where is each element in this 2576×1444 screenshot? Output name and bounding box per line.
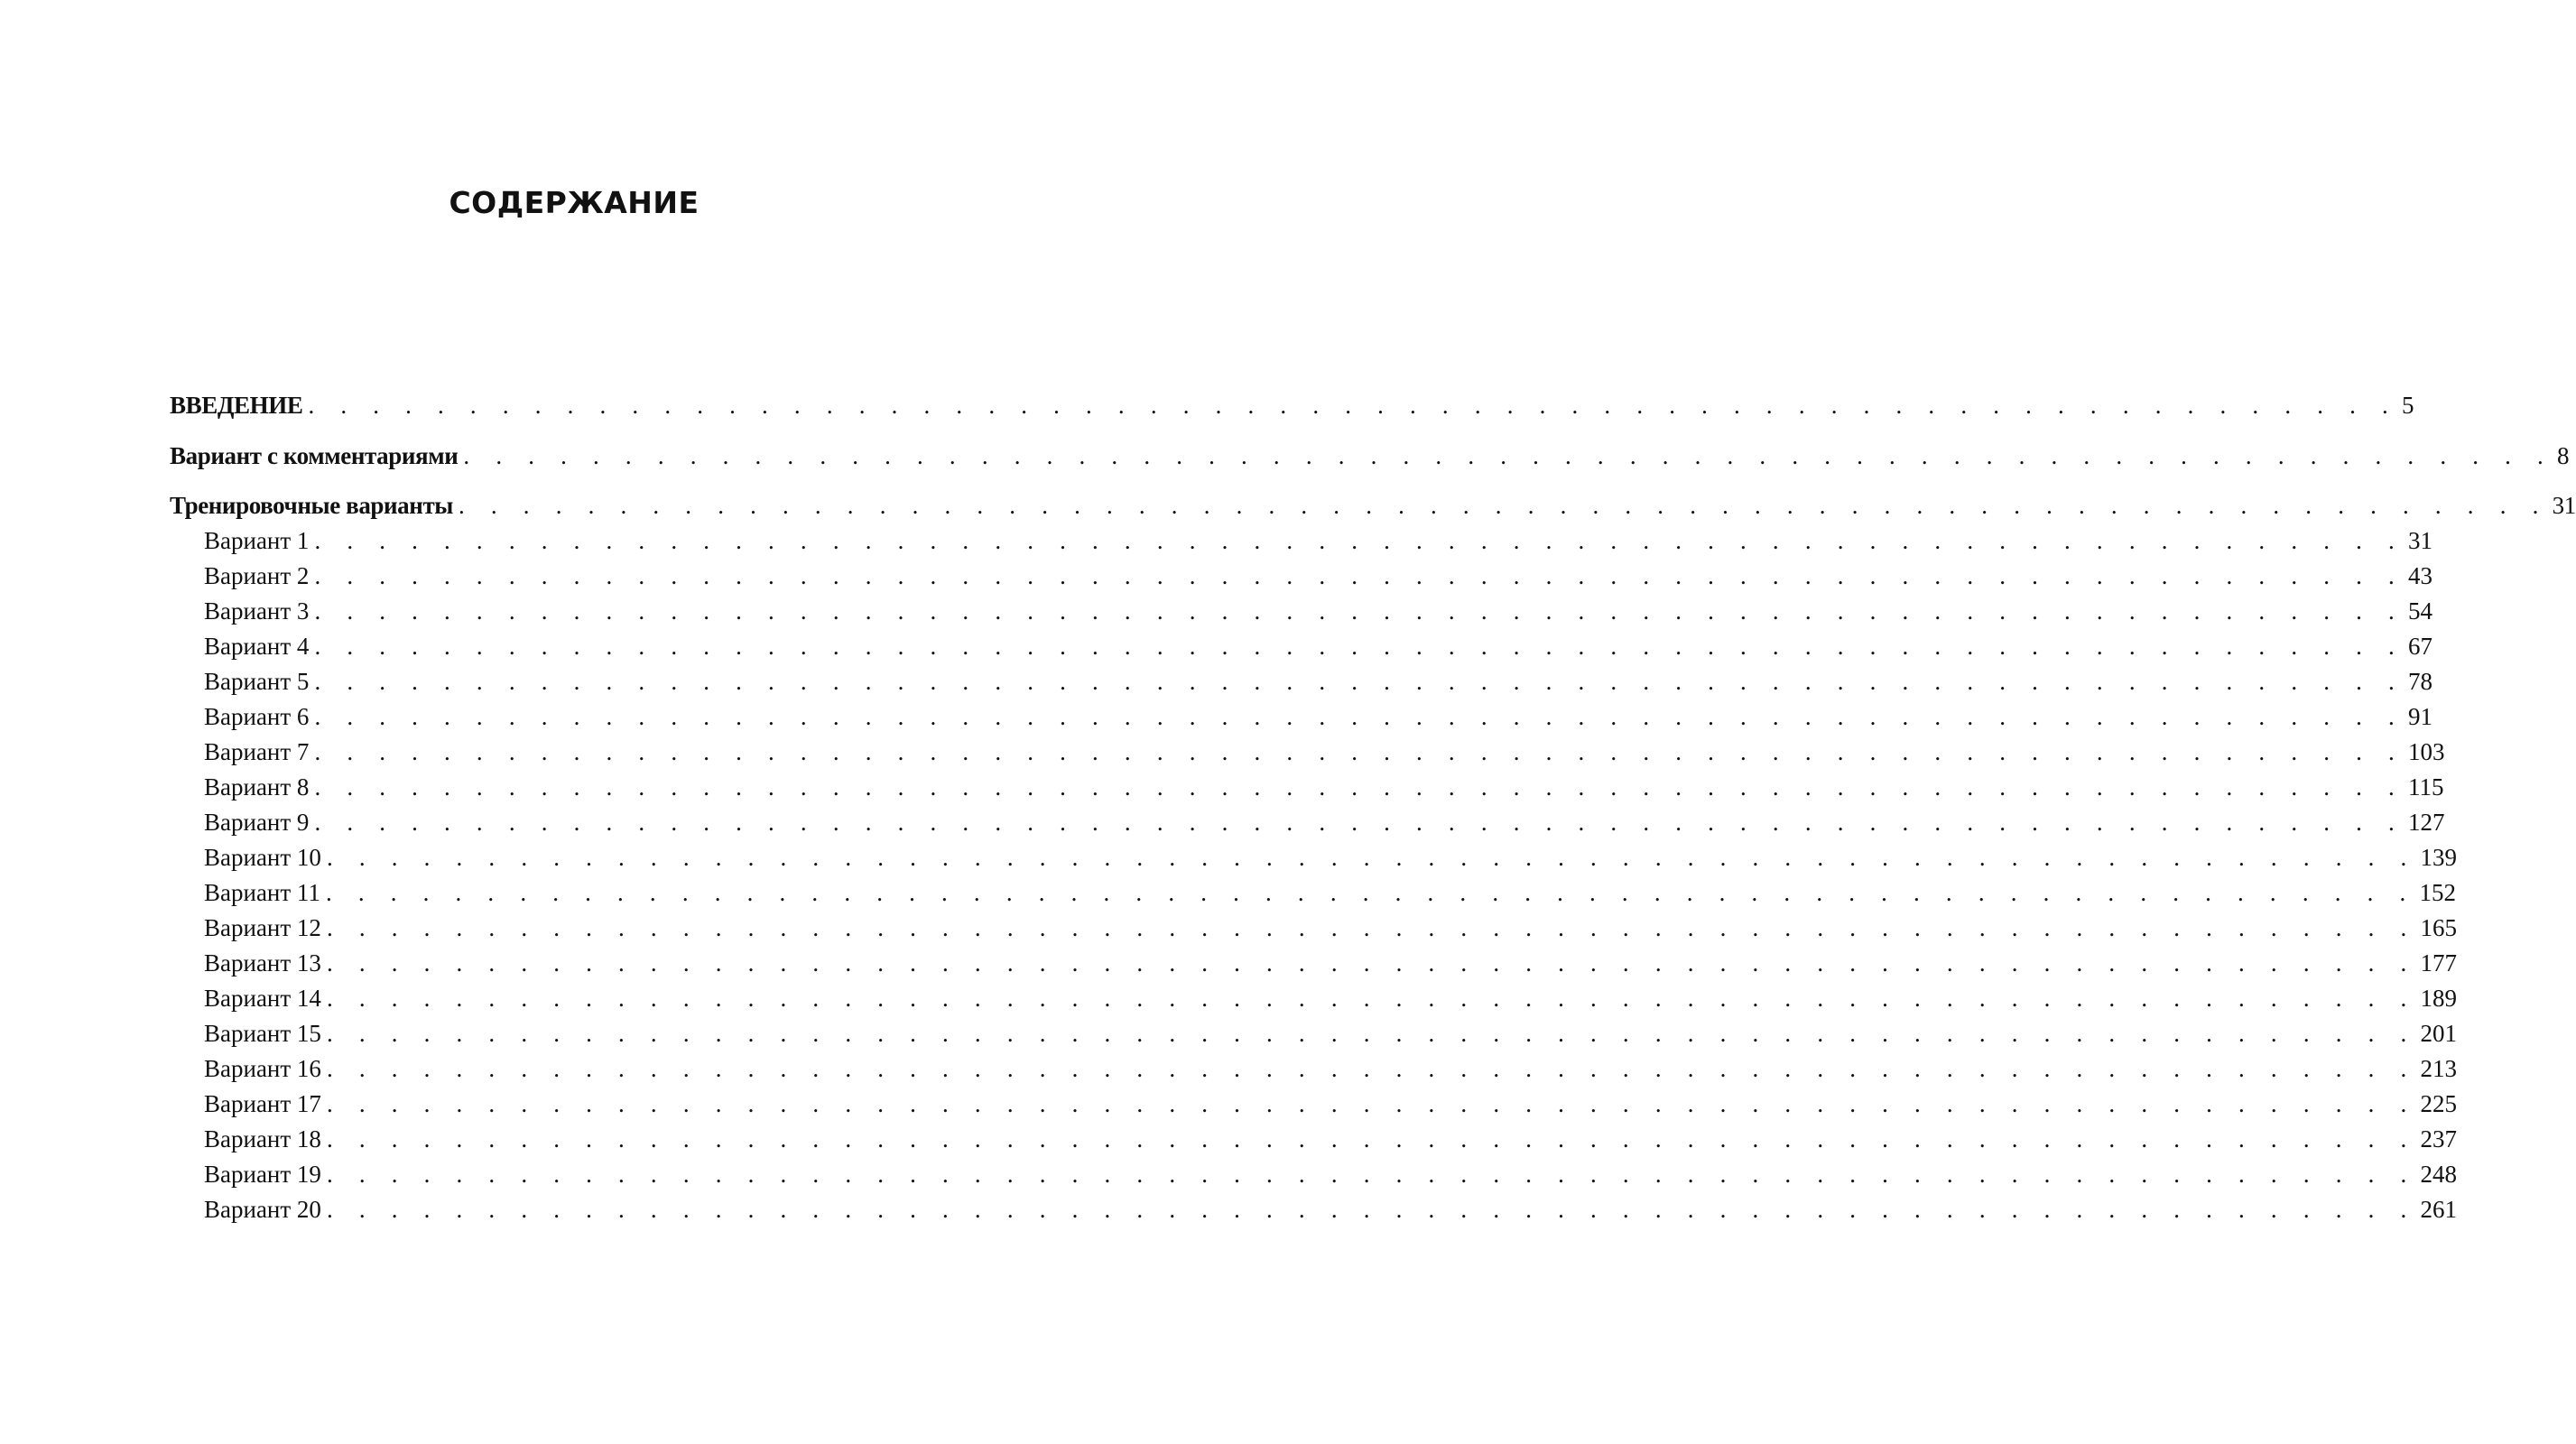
toc-entry-label: Вариант 6 <box>204 703 310 730</box>
dot-leader: . . . . . . . . . . . . . . . . . . . . . . . . . . . . . . . . . . . . . . . . . . . . . . . . . . . . . . . . . . . . . . . . . <box>326 914 2417 941</box>
toc-entry-page: 127 <box>2408 809 2445 836</box>
dot-leader: . . . . . . . . . . . . . . . . . . . . . . . . . . . . . . . . . . . . . . . . . . . . . . . . . . . . . . . . . . . . . . . . . <box>326 1055 2417 1082</box>
toc-entry-page: 91 <box>2408 703 2432 730</box>
toc-subentry[interactable] <box>204 560 2432 592</box>
dot-leader: . . . . . . . . . . . . . . . . . . . . . . . . . . . . . . . . . . . . . . . . . . . . . . . . . . . . . . . . . . . . . . . . . <box>314 703 2405 730</box>
toc-entry-page: 237 <box>2420 1125 2457 1152</box>
toc-entry-label: Вариант с комментариями <box>170 442 459 469</box>
dot-leader: . . . . . . . . . . . . . . . . . . . . . . . . . . . . . . . . . . . . . . . . . . . . . . . . . . . . . . . . . . . . . . . . . <box>463 442 2553 469</box>
toc-subentry[interactable] <box>204 771 2444 803</box>
toc-entry[interactable] <box>170 440 2570 472</box>
toc-entry-page: 152 <box>2419 879 2456 906</box>
toc-entry-label: Вариант 16 <box>204 1055 321 1082</box>
dot-leader: . . . . . . . . . . . . . . . . . . . . . . . . . . . . . . . . . . . . . . . . . . . . . . . . . . . . . . . . . . . . . . . . . <box>326 985 2417 1012</box>
toc-entry-page: 213 <box>2420 1055 2457 1082</box>
toc-subentry[interactable] <box>204 630 2432 662</box>
dot-leader: . . . . . . . . . . . . . . . . . . . . . . . . . . . . . . . . . . . . . . . . . . . . . . . . . . . . . . . . . . . . . . . . . <box>326 844 2417 871</box>
toc-entry-page: 115 <box>2408 773 2444 801</box>
toc-entry-label: Вариант 9 <box>204 809 310 836</box>
toc-entry-page: 139 <box>2420 844 2457 871</box>
toc-entry-label: Вариант 3 <box>204 597 310 625</box>
toc-entry[interactable] <box>170 489 2576 522</box>
toc-subentry[interactable] <box>204 595 2432 627</box>
dot-leader: . . . . . . . . . . . . . . . . . . . . . . . . . . . . . . . . . . . . . . . . . . . . . . . . . . . . . . . . . . . . . . . . . <box>326 1196 2417 1223</box>
toc-subentry[interactable] <box>204 912 2457 944</box>
toc-subentry[interactable] <box>204 1158 2457 1190</box>
toc-entry-page: 54 <box>2408 597 2432 625</box>
toc-subentry[interactable] <box>204 1193 2457 1226</box>
toc-entry-label: Вариант 5 <box>204 668 310 695</box>
toc-entry-label: Вариант 8 <box>204 773 310 801</box>
dot-leader: . . . . . . . . . . . . . . . . . . . . . . . . . . . . . . . . . . . . . . . . . . . . . . . . . . . . . . . . . . . . . . . . . <box>314 668 2405 695</box>
dot-leader: . . . . . . . . . . . . . . . . . . . . . . . . . . . . . . . . . . . . . . . . . . . . . . . . . . . . . . . . . . . . . . . . . <box>326 1020 2417 1047</box>
toc-subentry[interactable] <box>204 1088 2457 1120</box>
toc-entry-label: Вариант 12 <box>204 914 321 941</box>
toc-entry-label: Вариант 2 <box>204 562 310 589</box>
toc-entry[interactable] <box>170 389 2414 421</box>
toc-entry-page: 201 <box>2420 1020 2457 1047</box>
toc-entry-page: 5 <box>2402 392 2414 419</box>
toc-entry-page: 67 <box>2408 633 2432 660</box>
toc-entry-label: Вариант 7 <box>204 738 310 765</box>
dot-leader: . . . . . . . . . . . . . . . . . . . . . . . . . . . . . . . . . . . . . . . . . . . . . . . . . . . . . . . . . . . . . . . . . <box>326 1090 2417 1117</box>
toc-subentry[interactable] <box>204 947 2457 979</box>
toc-subentry[interactable] <box>204 841 2457 874</box>
dot-leader: . . . . . . . . . . . . . . . . . . . . . . . . . . . . . . . . . . . . . . . . . . . . . . . . . . . . . . . . . . . . . . . . . <box>459 492 2549 519</box>
dot-leader: . . . . . . . . . . . . . . . . . . . . . . . . . . . . . . . . . . . . . . . . . . . . . . . . . . . . . . . . . . . . . . . . . <box>314 809 2405 836</box>
toc-subentry[interactable] <box>204 806 2445 838</box>
toc-entry-label: Вариант 1 <box>204 527 310 554</box>
toc-entry-page: 43 <box>2408 562 2432 589</box>
toc-entry-label: Вариант 11 <box>204 879 320 906</box>
toc-entry-page: 261 <box>2420 1196 2457 1223</box>
toc-entry-label: Вариант 19 <box>204 1161 321 1188</box>
page-title: СОДЕРЖАНИЕ <box>449 185 700 220</box>
toc-entry-page: 8 <box>2556 442 2570 469</box>
toc-entry-label: Вариант 4 <box>204 633 310 660</box>
dot-leader: . . . . . . . . . . . . . . . . . . . . . . . . . . . . . . . . . . . . . . . . . . . . . . . . . . . . . . . . . . . . . . . . . <box>308 392 2398 419</box>
toc-entry-page: 165 <box>2420 914 2457 941</box>
toc-entry-label: Вариант 13 <box>204 949 321 977</box>
dot-leader: . . . . . . . . . . . . . . . . . . . . . . . . . . . . . . . . . . . . . . . . . . . . . . . . . . . . . . . . . . . . . . . . . <box>314 738 2405 765</box>
toc-subentry[interactable] <box>204 982 2457 1014</box>
toc-entry-page: 177 <box>2420 949 2457 977</box>
toc-entry-page: 31 <box>2408 527 2432 554</box>
toc-entry-page: 103 <box>2408 738 2445 765</box>
dot-leader: . . . . . . . . . . . . . . . . . . . . . . . . . . . . . . . . . . . . . . . . . . . . . . . . . . . . . . . . . . . . . . . . . <box>314 633 2405 660</box>
dot-leader: . . . . . . . . . . . . . . . . . . . . . . . . . . . . . . . . . . . . . . . . . . . . . . . . . . . . . . . . . . . . . . . . . <box>326 1161 2417 1188</box>
toc-subentry[interactable] <box>204 524 2432 557</box>
toc-subentry[interactable] <box>204 736 2445 768</box>
toc-entry-label: Вариант 15 <box>204 1020 321 1047</box>
toc-entry-page: 225 <box>2420 1090 2457 1117</box>
toc-entry-label: Вариант 20 <box>204 1196 321 1223</box>
dot-leader: . . . . . . . . . . . . . . . . . . . . . . . . . . . . . . . . . . . . . . . . . . . . . . . . . . . . . . . . . . . . . . . . . <box>314 773 2405 801</box>
toc-subentry[interactable] <box>204 665 2432 698</box>
toc-entry-page: 78 <box>2408 668 2432 695</box>
toc-subentry[interactable] <box>204 876 2456 909</box>
dot-leader: . . . . . . . . . . . . . . . . . . . . . . . . . . . . . . . . . . . . . . . . . . . . . . . . . . . . . . . . . . . . . . . . . <box>314 597 2405 625</box>
toc-entry-label: Вариант 10 <box>204 844 321 871</box>
toc-entry-page: 31 <box>2552 492 2576 519</box>
toc-entry-label: Вариант 14 <box>204 985 321 1012</box>
dot-leader: . . . . . . . . . . . . . . . . . . . . . . . . . . . . . . . . . . . . . . . . . . . . . . . . . . . . . . . . . . . . . . . . . <box>325 879 2416 906</box>
toc-entry-page: 248 <box>2420 1161 2457 1188</box>
toc-entry-label: Вариант 17 <box>204 1090 321 1117</box>
toc-subentry[interactable] <box>204 1052 2457 1085</box>
dot-leader: . . . . . . . . . . . . . . . . . . . . . . . . . . . . . . . . . . . . . . . . . . . . . . . . . . . . . . . . . . . . . . . . . <box>314 562 2405 589</box>
toc-subentry[interactable] <box>204 1123 2457 1155</box>
dot-leader: . . . . . . . . . . . . . . . . . . . . . . . . . . . . . . . . . . . . . . . . . . . . . . . . . . . . . . . . . . . . . . . . . <box>314 527 2405 554</box>
toc-entry-label: Вариант 18 <box>204 1125 321 1152</box>
dot-leader: . . . . . . . . . . . . . . . . . . . . . . . . . . . . . . . . . . . . . . . . . . . . . . . . . . . . . . . . . . . . . . . . . <box>326 949 2417 977</box>
toc-entry-label: Тренировочные варианты <box>170 492 453 519</box>
toc-subentry[interactable] <box>204 1017 2457 1050</box>
toc-entry-page: 189 <box>2420 985 2457 1012</box>
toc-entry-label: ВВЕДЕНИЕ <box>170 392 303 419</box>
toc-subentry[interactable] <box>204 700 2432 733</box>
dot-leader: . . . . . . . . . . . . . . . . . . . . . . . . . . . . . . . . . . . . . . . . . . . . . . . . . . . . . . . . . . . . . . . . . <box>326 1125 2417 1152</box>
